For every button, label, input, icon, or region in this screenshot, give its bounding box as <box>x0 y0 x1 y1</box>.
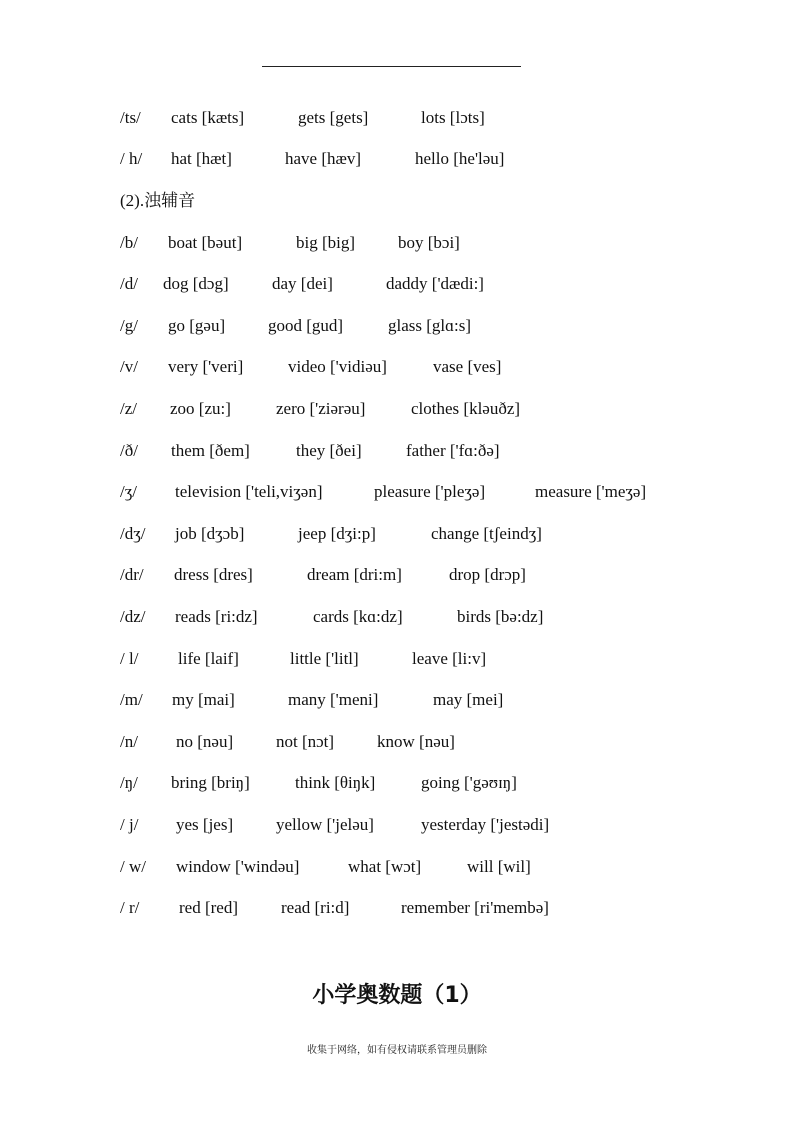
phoneme-symbol: /z/ <box>120 399 137 418</box>
phonetic-row <box>0 232 794 254</box>
example-word-2: dream [dri:m] <box>307 565 402 584</box>
phonetic-row <box>0 440 794 462</box>
phoneme-symbol: /ʒ/ <box>120 482 137 501</box>
phonetic-row <box>0 273 794 295</box>
phonetic-row <box>0 856 794 878</box>
phonetic-row <box>0 523 794 545</box>
example-word-3: father ['fɑ:ðə] <box>406 441 500 460</box>
section-heading: (2).浊辅音 <box>120 191 196 210</box>
example-word-1: zoo [zu:] <box>170 399 231 418</box>
example-word-2: zero ['ziərəu] <box>276 399 366 418</box>
example-word-3: will [wil] <box>467 857 531 876</box>
example-word-3: drop [drɔp] <box>449 565 526 584</box>
phonetic-row <box>0 814 794 836</box>
example-word-2: day [dei] <box>272 274 333 293</box>
example-word-1: them [ðem] <box>171 441 250 460</box>
example-word-1: dress [dres] <box>174 565 253 584</box>
example-word-3: yesterday ['jestədi] <box>421 815 550 834</box>
phoneme-symbol: /b/ <box>120 233 138 252</box>
example-word-2: cards [kɑ:dz] <box>313 607 403 626</box>
phonetic-row <box>0 731 794 753</box>
phonetic-row <box>0 689 794 711</box>
example-word-2: have [hæv] <box>285 149 362 168</box>
example-word-3: measure ['meʒə] <box>535 482 647 501</box>
phonetic-row <box>0 398 794 420</box>
example-word-1: dog [dɔg] <box>163 274 229 293</box>
example-word-1: yes [jes] <box>176 815 234 834</box>
phoneme-symbol: /dʒ/ <box>120 524 146 543</box>
example-word-3: hello [he'ləu] <box>415 149 505 168</box>
example-word-3: may [mei] <box>433 690 504 709</box>
example-word-3: glass [glɑ:s] <box>388 316 472 335</box>
phoneme-symbol: /ts/ <box>120 108 141 127</box>
example-word-1: job [dʒɔb] <box>175 524 245 543</box>
phonetic-row <box>0 564 794 586</box>
example-word-2: many ['meni] <box>288 690 379 709</box>
example-word-3: clothes [kləuðz] <box>411 399 521 418</box>
example-word-2: what [wɔt] <box>348 857 422 876</box>
phonetic-row <box>0 107 794 129</box>
phoneme-symbol: / w/ <box>120 857 146 876</box>
example-word-2: little ['litl] <box>290 649 359 668</box>
example-word-1: red [red] <box>179 898 238 917</box>
phoneme-symbol: /g/ <box>120 316 138 335</box>
phonetic-row <box>0 148 794 170</box>
phoneme-symbol: /dr/ <box>120 565 144 584</box>
phoneme-symbol: /ð/ <box>120 441 138 460</box>
phoneme-symbol: / j/ <box>120 815 139 834</box>
example-word-3: vase [ves] <box>433 357 502 376</box>
example-word-2: gets [gets] <box>298 108 369 127</box>
phonetic-row <box>0 356 794 378</box>
example-word-2: they [ðei] <box>296 441 362 460</box>
phonetic-row <box>0 606 794 628</box>
example-word-2: not [nɔt] <box>276 732 335 751</box>
example-word-1: hat [hæt] <box>171 149 232 168</box>
phonetic-row <box>0 315 794 337</box>
phoneme-symbol: / h/ <box>120 149 143 168</box>
page-title: 小学奥数题（1） <box>312 983 482 1008</box>
example-word-3: know [nəu] <box>377 732 455 751</box>
example-word-1: life [laif] <box>178 649 239 668</box>
phoneme-symbol: / r/ <box>120 898 140 917</box>
phoneme-symbol: /d/ <box>120 274 138 293</box>
example-word-2: good [gud] <box>268 316 344 335</box>
footer-note: 收集于网络，如有侵权请联系管理员删除 <box>307 1045 487 1056</box>
example-word-2: think [θiŋk] <box>295 773 376 792</box>
example-word-1: reads [ri:dz] <box>175 607 258 626</box>
example-word-1: go [gəu] <box>168 316 226 335</box>
phoneme-symbol: /n/ <box>120 732 138 751</box>
example-word-3: leave [li:v] <box>412 649 487 668</box>
example-word-1: very ['veri] <box>168 357 244 376</box>
example-word-3: boy [bɔi] <box>398 233 460 252</box>
example-word-3: change [tʃeindʒ] <box>431 524 542 543</box>
example-word-1: window ['windəu] <box>176 857 300 876</box>
example-word-3: birds [bə:dz] <box>457 607 544 626</box>
phonetic-row <box>0 772 794 794</box>
example-word-2: yellow ['jeləu] <box>276 815 374 834</box>
phoneme-symbol: /v/ <box>120 357 138 376</box>
example-word-1: my [mai] <box>172 690 235 709</box>
example-word-3: going ['gəʊɪŋ] <box>421 773 517 792</box>
example-word-2: big [big] <box>296 233 356 252</box>
example-word-2: video ['vidiəu] <box>288 357 387 376</box>
phoneme-symbol: /dz/ <box>120 607 146 626</box>
phonetic-row <box>0 897 794 919</box>
example-word-1: no [nəu] <box>176 732 234 751</box>
example-word-3: daddy ['dædi:] <box>386 274 484 293</box>
example-word-3: remember [ri'membə] <box>401 898 549 917</box>
phoneme-symbol: /ŋ/ <box>120 773 138 792</box>
header-rule <box>262 66 521 67</box>
example-word-1: boat [bəut] <box>168 233 243 252</box>
phonetic-row <box>0 648 794 670</box>
example-word-2: read [ri:d] <box>281 898 350 917</box>
example-word-3: lots [lɔts] <box>421 108 485 127</box>
phoneme-symbol: / l/ <box>120 649 139 668</box>
example-word-1: bring [briŋ] <box>171 773 250 792</box>
example-word-2: pleasure ['pleʒə] <box>374 482 486 501</box>
example-word-1: cats [kæts] <box>171 108 245 127</box>
example-word-1: television ['teli,viʒən] <box>175 482 323 501</box>
example-word-2: jeep [dʒi:p] <box>298 524 376 543</box>
phoneme-symbol: /m/ <box>120 690 143 709</box>
phonetic-row <box>0 481 794 503</box>
